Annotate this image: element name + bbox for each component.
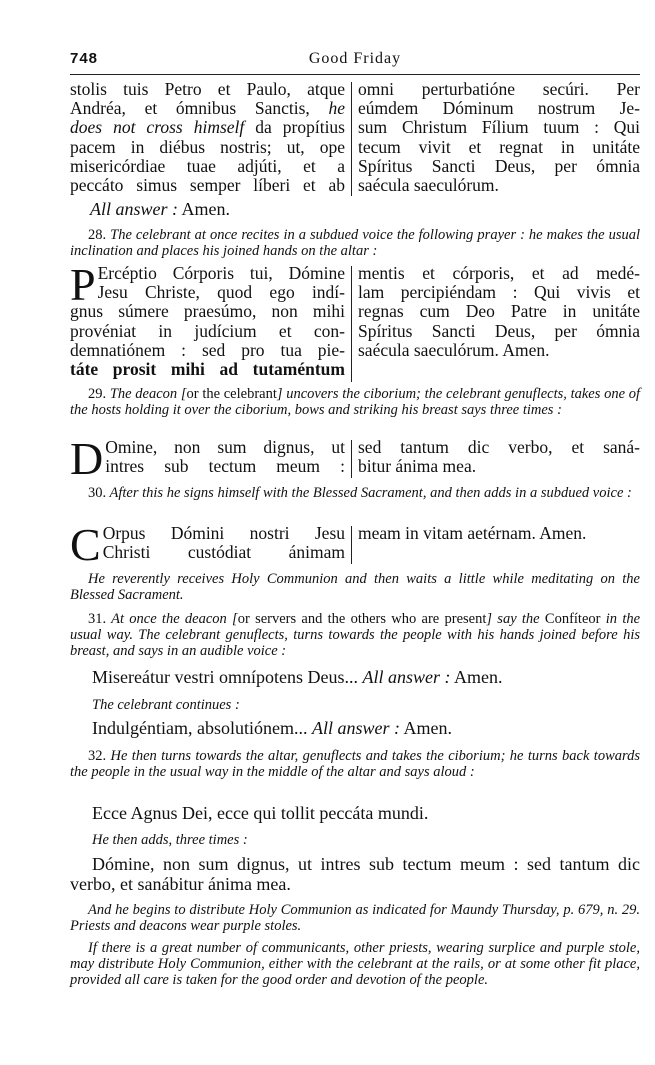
text-line: Andréa, et ómnibus Sanctis, he xyxy=(70,98,345,119)
text-line: pacem in diébus nostris; ut, ope xyxy=(70,136,345,157)
text-line: demnatiónem : sed pro tua pie- xyxy=(70,339,345,360)
header-rule xyxy=(70,74,640,75)
rubric-32: 32. He then turns towards the altar, genuflects and takes the ciborium; he turns back towards the people in the usual way in the middle of the altar and says aloud : xyxy=(70,748,640,780)
text-line: Jesu Christe, quod ego indí- xyxy=(97,282,345,303)
text-line: bitur ánima mea. xyxy=(358,456,477,477)
left-column xyxy=(70,519,345,570)
text-line: Omine, non sum dignus, ut xyxy=(105,437,345,457)
page-title: Good Friday xyxy=(308,50,402,67)
text-line: omni perturbatióne secúri. Per xyxy=(358,79,640,99)
misereatur-line: Misereátur vestri omnípotens Deus... All answer : Amen. xyxy=(92,667,503,687)
text-line: regnas cum Deo Patre in unitáte xyxy=(358,301,640,322)
left-column xyxy=(70,259,345,380)
drop-cap: P xyxy=(70,259,96,310)
right-column xyxy=(358,524,640,543)
rubric-29: 29. The deacon [or the celebrant] uncovers the ciborium; the celebrant genuflects, takes one of the hosts holding it over the ciborium, bows and striking his breast says three times : xyxy=(70,386,641,418)
text-line: mentis et córporis, et ad medé- xyxy=(358,263,640,283)
perceptio-prayer xyxy=(70,259,640,382)
text-line: Spíritus Sancti Deus, per ómnia xyxy=(358,155,640,176)
rubric-maundy: And he begins to distribute Holy Communion as indicated for Maundy Thursday, p. 679, n. 29. Priests and deacons wear purple stoles. xyxy=(70,902,640,934)
page-number: 748 xyxy=(70,50,99,67)
text-line: provéniat in judícium et con- xyxy=(70,320,345,341)
text-line: eúmdem Dóminum nostrum Je- xyxy=(358,98,640,119)
text-line: gnus súmere praesúmo, non mihi xyxy=(70,301,345,322)
text-line: stolis tuis Petro et Paulo, atque xyxy=(70,79,345,99)
domine-non-sum-final: Dómine, non sum dignus, ut intres sub tectum meum : sed tantum dic verbo, et sanábitur ánima mea. xyxy=(70,854,640,894)
text-line: sum Christum Fílium tuum : Qui xyxy=(358,117,640,138)
right-column xyxy=(358,264,640,360)
rubric-celebrant-continues: The celebrant continues : xyxy=(92,697,240,713)
text-line: saécula saeculórum. Amen. xyxy=(358,339,550,360)
drop-cap: D xyxy=(70,433,104,484)
text-line: sed tantum dic verbo, et saná- xyxy=(358,437,640,457)
rubric-three-times: He then adds, three times : xyxy=(92,832,248,848)
prayer-conclusion-columns xyxy=(70,80,640,198)
rubric-30: 30. After this he signs himself with the Blessed Sacrament, and then adds in a subdued voice : xyxy=(88,485,632,501)
text-line: Ercéptio Córporis tui, Dómine xyxy=(97,263,345,283)
corpus-domini-prayer xyxy=(70,519,640,570)
text-line: saécula saeculórum. xyxy=(358,175,499,196)
left-column xyxy=(70,80,345,195)
rubric-receives: He reverently receives Holy Communion and then waits a little while meditating on the Blessed Sacrament. xyxy=(70,571,640,603)
ecce-agnus-line: Ecce Agnus Dei, ecce qui tollit peccáta mundi. xyxy=(92,803,429,823)
right-column xyxy=(358,438,640,476)
column-divider xyxy=(351,526,352,564)
running-header xyxy=(70,50,640,72)
indulgentiam-line: Indulgéntiam, absolutiónem... All answer : Amen. xyxy=(92,718,452,738)
rubric-28: 28. The celebrant at once recites in a subdued voice the following prayer : he makes the usual inclination and places his joined hands on the altar : xyxy=(70,227,640,259)
text-line: Spíritus Sancti Deus, per ómnia xyxy=(358,320,640,341)
drop-cap: C xyxy=(70,519,101,570)
left-column xyxy=(70,433,345,484)
text-line: Christi custódiat ánimam xyxy=(102,542,345,563)
rubric-many-communicants: If there is a great number of communicants, other priests, wearing surplice and purple stole, may distribute Holy Communion, either with the celebrant at the rails, or at some other fit place, provided all care is taken for the good order and devotion of the people. xyxy=(70,940,640,988)
all-answer-amen: All answer : Amen. xyxy=(90,199,231,219)
column-divider xyxy=(351,266,352,382)
text-line: does not cross himself da propítius xyxy=(70,117,345,138)
text-line: misericórdiae tuae adjúti, et a xyxy=(70,155,345,176)
text-line: meam in vitam aetérnam. Amen. xyxy=(358,523,587,543)
rubric-31: 31. At once the deacon [or servers and the others who are present] say the Confíteor in the usual way. The celebrant genuflects, turns towards the people with his hands joined before his breast, and says in an audible voice : xyxy=(70,611,641,659)
text-line: tecum vivit et regnat in unitáte xyxy=(358,136,640,157)
text-line: táte prosit mihi ad tutaméntum xyxy=(70,359,345,380)
domine-non-sum-prayer xyxy=(70,433,640,484)
text-line: intres sub tectum meum : xyxy=(105,456,345,477)
column-divider xyxy=(351,82,352,196)
text-line: lam percipiéndam : Qui vivis et xyxy=(358,282,640,303)
column-divider xyxy=(351,440,352,478)
right-column xyxy=(358,80,640,195)
text-line: peccáto simus semper líberi et ab xyxy=(70,175,345,196)
text-line: Orpus Dómini nostri Jesu xyxy=(102,523,345,543)
